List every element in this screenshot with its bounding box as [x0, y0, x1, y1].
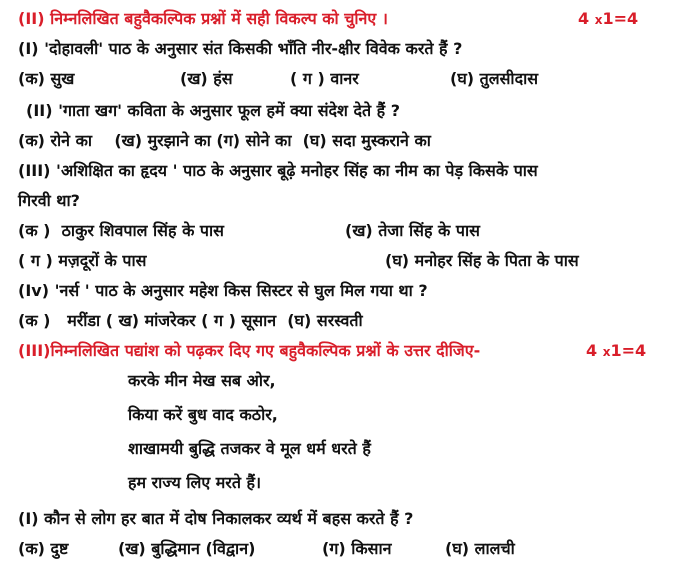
q5-option-b: (ख) बुद्धिमान (विद्वान)	[118, 539, 256, 558]
q3-option-b: (ख) तेजा सिंह के पास	[345, 221, 480, 240]
poem-line-2: किया करें बुध वाद कठोर,	[128, 405, 278, 424]
question-5: (I) कौन से लोग हर बात में दोष निकालकर व्यर्थ में बहस करते हैं ?	[18, 509, 414, 528]
q1-option-c: ( ग ) वानर	[290, 69, 359, 88]
question-3: (III) 'अशिक्षित का हृदय ' पाठ के अनुसार बूढ़े मनोहर सिंह का नीम का पेड़ किसके पास	[18, 161, 538, 180]
marks-count: 4	[578, 9, 590, 28]
section-heading: (II) निम्नलिखित बहुवैकल्पिक प्रश्नों में सही विकल्प को चुनिए ।	[18, 9, 388, 28]
q5-option-d: (घ) लालची	[445, 539, 515, 558]
section-marks-3	[586, 340, 646, 363]
marks-times: x	[594, 13, 603, 27]
question-2: (II) 'गाता खग' कविता के अनुसार फूल हमें क्या संदेश देते हैं ?	[26, 101, 400, 120]
marks-times-3: x	[602, 345, 611, 359]
marks-total-3: 1=4	[610, 341, 647, 360]
question-1: (I) 'दोहावली' पाठ के अनुसार संत किसकी भाँति नीर-क्षीर विवेक करते हैं ?	[18, 39, 463, 58]
q1-option-a: (क) सुख	[18, 69, 75, 88]
q3-option-c: ( ग ) मज़दूरों के पास	[18, 251, 147, 270]
q1-option-b: (ख) हंस	[180, 69, 233, 88]
q3-option-d: (घ) मनोहर सिंह के पिता के पास	[385, 251, 579, 270]
marks-count-3: 4	[586, 341, 598, 360]
q5-option-a: (क) दुष्ट	[18, 539, 69, 558]
marks-total: 1=4	[602, 9, 639, 28]
section-marks	[578, 8, 638, 31]
q2-options: (क) रोने का (ख) मुरझाने का (ग) सोने का (घ) सदा मुस्कराने का	[18, 131, 431, 150]
q3-option-a: (क ) ठाकुर शिवपाल सिंह के पास	[18, 221, 224, 240]
q5-option-c: (ग) किसान	[322, 539, 392, 558]
q1-option-d: (घ) तुलसीदास	[450, 69, 539, 88]
question-3-cont: गिरवी था?	[18, 191, 80, 210]
poem-line-3: शाखामयी बुद्धि तजकर वे मूल धर्म धरते हैं	[128, 439, 371, 458]
section-heading-3: (III)निम्नलिखित पद्यांश को पढ़कर दिए गए बहुवैकल्पिक प्रश्नों के उत्तर दीजिए-	[18, 341, 481, 360]
q4-options: (क ) मरींडा ( ख) मांजरेकर ( ग ) सूसान (घ) सरस्वती	[18, 311, 363, 330]
poem-line-1: करके मीन मेख सब ओर,	[128, 371, 276, 390]
poem-line-4: हम राज्य लिए मरते हैं।	[128, 473, 262, 492]
question-4: (Iv) 'नर्स ' पाठ के अनुसार महेश किस सिस्टर से घुल मिल गया था ?	[18, 281, 428, 300]
